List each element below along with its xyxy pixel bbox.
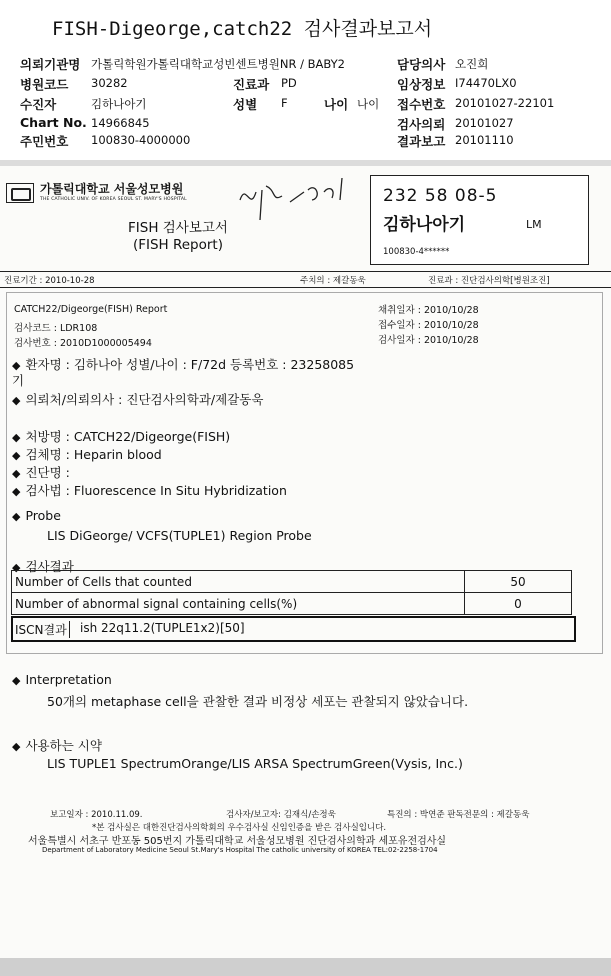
info-band: [0, 271, 611, 288]
scan-edge: [0, 958, 611, 976]
report-date: 보고일자 : 2010.11.09.: [50, 810, 143, 820]
label-result-report: 결과보고: [397, 134, 446, 149]
patient-line: ◆ 환자명 : 김하나아 성별/나이 : F/72d 등록번호 : 23258085: [12, 357, 355, 372]
label-age: 나이: [324, 97, 349, 112]
prescription-line: ◆ 처방명 : CATCH22/Digeorge(FISH): [12, 429, 231, 444]
table-row: [12, 571, 572, 593]
label-requesting-institution: 의뢰기관명: [20, 57, 81, 72]
test-date: 검사일자 : 2010/10/28: [378, 335, 479, 346]
label-hospital-code: 병원코드: [20, 77, 69, 92]
value-sex: F: [281, 96, 288, 110]
value-age: 나이: [357, 97, 380, 111]
lab-department-en: Department of Laboratory Medicine Seoul St.Mary's Hospital The catholic university of KOREA TEL:02-2258-1704: [42, 846, 438, 854]
bullet-icon: ◆: [12, 449, 21, 462]
method-line: ◆ 검사법 : Fluorescence In Situ Hybridization: [12, 483, 287, 498]
label-resident-no: 주민번호: [20, 134, 69, 149]
bullet-icon: ◆: [12, 359, 21, 372]
label-sex: 성별: [233, 97, 258, 112]
value-result-report: 20101110: [455, 133, 514, 147]
label-chart-no: Chart No.: [20, 115, 87, 130]
value-doctor: 오진희: [455, 57, 489, 71]
reagent-text: LIS TUPLE1 SpectrumOrange/LIS ARSA SpectrumGreen(Vysis, Inc.): [47, 756, 463, 771]
bullet-icon: ◆: [12, 740, 21, 753]
value-resident-no: 100830-4000000: [91, 133, 191, 147]
value-hospital-code: 30282: [91, 76, 128, 90]
result-label: Number of abnormal signal containing cells(%): [12, 593, 465, 615]
specimen-line: ◆ 검체명 : Heparin blood: [12, 447, 162, 462]
label-clinical-info: 임상정보: [397, 77, 446, 92]
label-doctor: 담당의사: [397, 57, 446, 72]
result-heading: ◆ 검사결과: [12, 559, 74, 574]
reagent-heading: ◆ 사용하는 시약: [12, 738, 102, 753]
iscn-value: ish 22q11.2(TUPLE1x2)[50]: [80, 621, 245, 635]
bullet-icon: ◆: [12, 510, 21, 523]
hospital-subtitle: THE CATHOLIC UNIV. OF KOREA SEOUL ST. MARY'S HOSPITAL: [40, 197, 187, 202]
bullet-icon: ◆: [12, 431, 21, 444]
hospital-logo-icon: [6, 183, 34, 203]
bullet-icon: ◆: [12, 674, 21, 687]
value-receipt-no: 20101027-22101: [455, 96, 555, 110]
signature-icon: [232, 172, 352, 232]
hospital-name: 가톨릭대학교 서울성모병원: [40, 182, 184, 196]
receive-date: 접수일자 : 2010/10/28: [378, 320, 479, 331]
value-patient: 김하나아기: [91, 97, 147, 111]
patient-tag: LM: [526, 218, 542, 231]
requester-line: ◆ 의뢰처/의뢰의사 : 진단검사의학과/제갈동욱: [12, 392, 264, 407]
attending-doctor: 주치의 : 제갈동욱: [300, 276, 366, 286]
report-title-en: (FISH Report): [132, 237, 223, 253]
treatment-department: 진료과 : 진단검사의학[병원조진]: [428, 276, 550, 286]
tester-reporter: 검사자/보고자: 김재식/손정욱: [226, 810, 336, 820]
table-row: [12, 593, 572, 615]
patient-id: 232 58 08-5: [383, 186, 498, 206]
label-receipt-no: 접수번호: [397, 97, 446, 112]
label-department: 진료과: [233, 77, 270, 92]
iscn-label: ISCN결과: [15, 621, 70, 638]
bullet-icon: ◆: [12, 394, 21, 407]
interpretation-heading: ◆ Interpretation: [12, 672, 112, 687]
certification-note: *본 검사실은 대한진단검사의학회의 우수검사실 신임인증을 받은 검사실입니다.: [92, 823, 387, 833]
patient-registration: 100830-4******: [383, 247, 450, 257]
value-test-request: 20101027: [455, 116, 514, 130]
report-name: CATCH22/Digeorge(FISH) Report: [14, 304, 168, 315]
probe-heading: ◆ Probe: [12, 508, 61, 523]
lab-address: 서울특별시 서초구 반포동 505번지 가톨릭대학교 서울성모병원 진단검사의학과 세포유전검사실: [28, 836, 447, 847]
test-number: 검사번호 : 2010D1000005494: [14, 338, 152, 349]
value-clinical-info: I74470LX0: [455, 76, 517, 90]
scan-edge: [0, 160, 611, 166]
report-title-block: [128, 220, 228, 254]
result-table: [11, 570, 572, 615]
diagnosis-line: ◆ 진단명 :: [12, 465, 70, 480]
value-chart-no: 14966845: [91, 116, 150, 130]
patient-line-wrap: 기: [12, 373, 25, 388]
result-label: Number of Cells that counted: [12, 571, 465, 593]
test-code: 검사코드 : LDR108: [14, 323, 98, 334]
label-test-request: 검사의뢰: [397, 117, 446, 132]
interpretation-text: 50개의 metaphase cell을 관찰한 결과 비정상 세포는 관찰되지 않았습니다.: [47, 694, 469, 709]
value-requesting-institution: 가톨릭학원가톨릭대학교성빈센트병원NR / BABY2: [91, 57, 345, 71]
treatment-period: 진료기간 : 2010-10-28: [4, 276, 95, 286]
result-value: 50: [465, 571, 572, 593]
label-patient: 수진자: [20, 97, 57, 112]
bullet-icon: ◆: [12, 561, 21, 574]
probe-text: LIS DiGeorge/ VCFS(TUPLE1) Region Probe: [47, 528, 312, 543]
iscn-result-box: [11, 616, 576, 642]
value-department: PD: [281, 76, 297, 90]
bullet-icon: ◆: [12, 485, 21, 498]
bullet-icon: ◆: [12, 467, 21, 480]
collect-date: 채취일자 : 2010/10/28: [378, 305, 479, 316]
patient-name: 김하나아기: [383, 215, 466, 235]
report-title: FISH 검사보고서: [128, 220, 228, 236]
result-value: 0: [465, 593, 572, 615]
specialist-doctor: 특진의 : 박연준 판독전문의 : 제갈동욱: [387, 810, 530, 820]
document-title: FISH-Digeorge,catch22 검사결과보고서: [52, 18, 433, 40]
